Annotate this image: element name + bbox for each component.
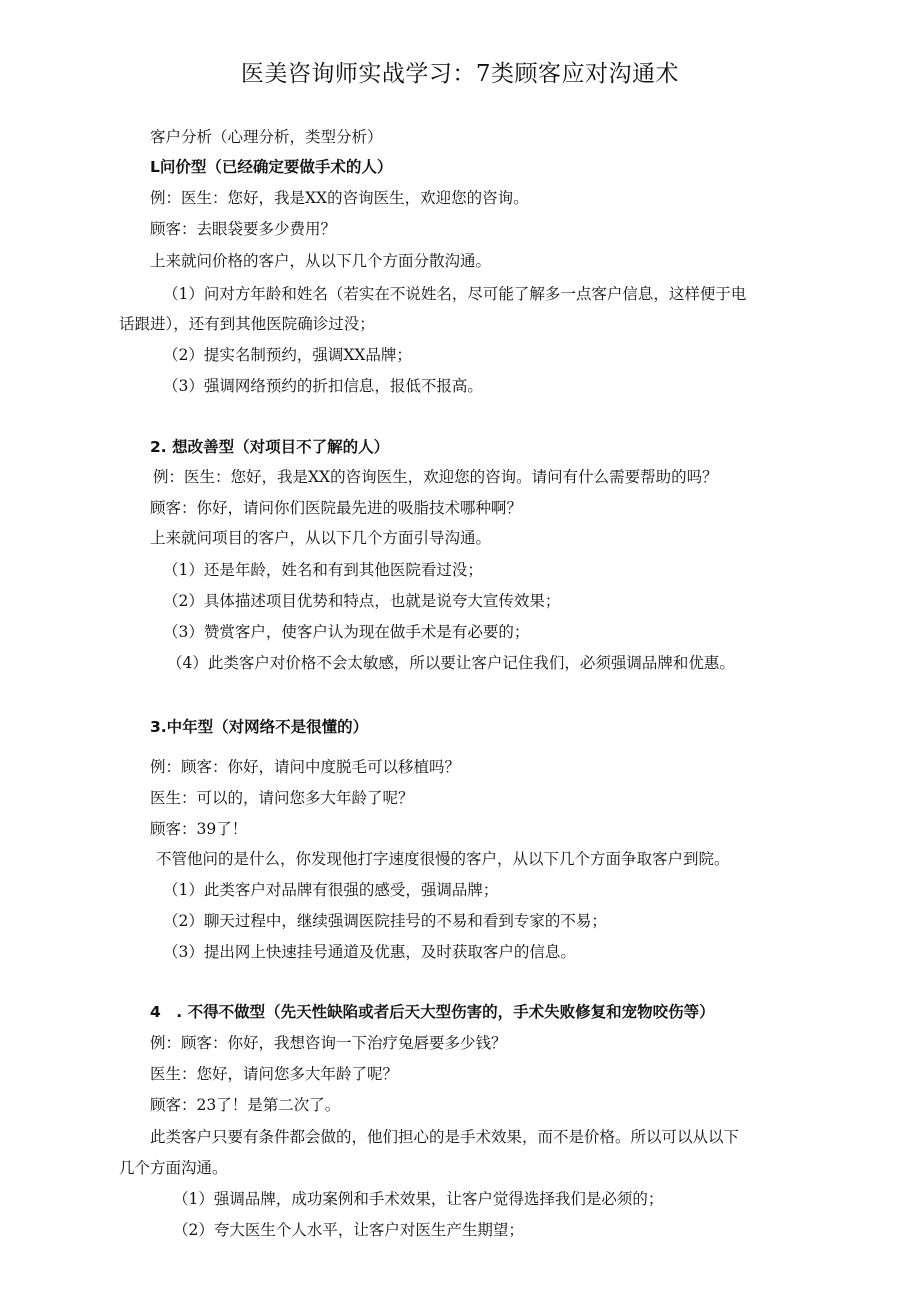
section-4-line: （2）夸大医生个人水平，让客户对医生产生期望； <box>173 1221 524 1239</box>
section-4-line: 例：顾客：你好，我想咨询一下治疗兔唇要多少钱？ <box>150 1034 507 1052</box>
section-1-line: 上来就问价格的客户，从以下几个方面分散沟通。 <box>150 252 492 270</box>
section-3-line: 不管他问的是什么，你发现他打字速度很慢的客户，从以下几个方面争取客户到院。 <box>156 850 730 868</box>
intro-line: 客户分析（心理分析，类型分析） <box>150 128 383 146</box>
section-2-line: （1）还是年龄，姓名和有到其他医院看过没； <box>163 561 483 579</box>
section-2-line: （3）赞赏客户，使客户认为现在做手术是有必要的； <box>163 623 530 641</box>
section-1-heading: L问价型（已经确定要做手术的人） <box>150 158 393 176</box>
section-1-line: （3）强调网络预约的折扣信息，报低不报高。 <box>163 377 483 395</box>
section-4-heading: 4 . 不得不做型（先天性缺陷或者后天大型伤害的，手术失败修复和宠物咬伤等） <box>150 1003 715 1021</box>
section-1-line: 话跟进），还有到其他医院确诊过没； <box>119 315 375 333</box>
section-1-line: （2）提实名制预约，强调XX品牌； <box>163 346 412 364</box>
section-3-line: （1）此类客户对品牌有很强的感受，强调品牌； <box>163 881 499 899</box>
section-2-line: 顾客：你好，请问你们医院最先进的吸脂技术哪种啊？ <box>150 499 523 517</box>
section-4-line: （1）强调品牌，成功案例和手术效果，让客户觉得选择我们是必须的； <box>173 1190 664 1208</box>
section-3-line: 医生：可以的，请问您多大年龄了呢？ <box>150 789 414 807</box>
section-3-line: （3）提出网上快速挂号通道及优惠，及时获取客户的信息。 <box>163 943 576 961</box>
section-4-line: 顾客：23了！是第二次了。 <box>150 1096 341 1114</box>
section-3-heading: 3.中年型（对网络不是很懂的） <box>150 718 369 736</box>
section-2-heading: 2. 想改善型（对项目不了解的人） <box>150 438 390 456</box>
section-4-line: 几个方面沟通。 <box>119 1159 228 1177</box>
section-2-line: （4）此类客户对价格不会太敏感，所以要让客户记住我们，必须强调品牌和优惠。 <box>167 654 735 672</box>
section-1-line: 例：医生：您好，我是XX的咨询医生，欢迎您的咨询。 <box>150 189 529 207</box>
section-1-line: （1）问对方年龄和姓名（若实在不说姓名，尽可能了解多一点客户信息，这样便于电 <box>163 285 747 303</box>
section-4-line: 医生：您好，请问您多大年龄了呢？ <box>150 1065 399 1083</box>
section-2-line: 上来就问项目的客户，从以下几个方面引导沟通。 <box>150 529 492 547</box>
section-2-line: （2）具体描述项目优势和特点，也就是说夸大宣传效果； <box>163 592 561 610</box>
section-3-line: 顾客：39了！ <box>150 820 248 838</box>
section-2-line: 例：医生：您好，我是XX的咨询医生，欢迎您的咨询。请问有什么需要帮助的吗？ <box>153 468 718 486</box>
section-3-line: 例：顾客：你好，请问中度脱毛可以移植吗？ <box>150 758 461 776</box>
document-title: 医美咨询师实战学习：7类顾客应对沟通术 <box>240 61 680 87</box>
section-3-line: （2）聊天过程中，继续强调医院挂号的不易和看到专家的不易； <box>163 912 607 930</box>
section-1-line: 顾客：去眼袋要多少费用？ <box>150 220 337 238</box>
section-4-line: 此类客户只要有条件都会做的，他们担心的是手术效果，而不是价格。所以可以从以下 <box>150 1128 740 1146</box>
